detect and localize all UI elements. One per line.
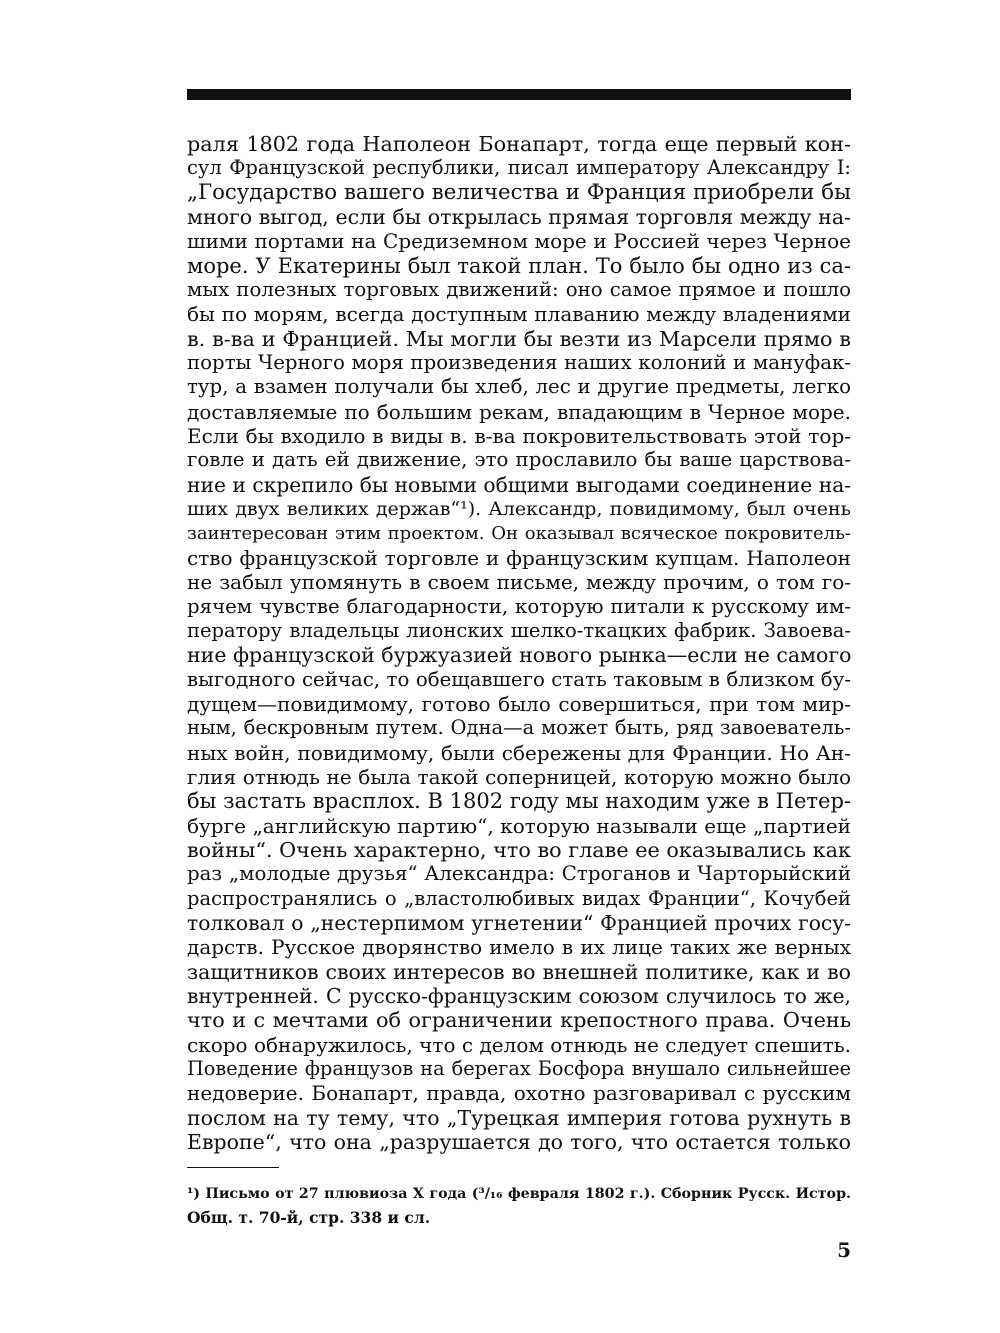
text-line: ние французской буржуазией нового рынка—если не самого	[187, 643, 851, 668]
text-line: ние и скрепило бы новыми общими выгодами соединение на-	[187, 472, 851, 497]
text-line: что и с мечтами об ограничении крепостного права. Очень	[187, 1008, 851, 1033]
text-line: раз „молодые друзья“ Александра: Строганов и Чарторыйский	[187, 862, 851, 886]
footnote-line: ¹) Письмо от 27 плювиоза X года (³/₁₆ февраля 1802 г.). Сборник Русск. Истор.	[187, 1186, 851, 1202]
text-line: дущем—повидимому, готово было совершиться, при том мир-	[187, 691, 851, 716]
text-line: глия отнюдь не была такой соперницей, которую можно было	[187, 764, 851, 789]
text-line: говле и дать ей движение, это прославило бы ваше царствова-	[187, 448, 851, 472]
text-line: бы застать врасплох. В 1802 году мы находим уже в Петер-	[187, 789, 851, 814]
text-line: Европе“, что она „разрушается до того, что остается только	[187, 1130, 851, 1155]
text-line: защитников своих интересов во внешней политике, как и во	[187, 959, 851, 984]
text-line: тур, а взамен получали бы хлеб, лес и другие предметы, легко	[187, 375, 851, 399]
text-line: порты Черного моря произведения наших колоний и мануфак-	[187, 351, 851, 375]
header-rule	[187, 89, 851, 100]
text-line: войны“. Очень характерно, что во главе ее оказывались как	[187, 837, 851, 862]
text-line: скоро обнаружилось, что с делом отнюдь не следует спешить.	[187, 1032, 851, 1057]
text-line: не забыл упомянуть в своем письме, между прочим, о том го-	[187, 570, 851, 595]
page-number: 5	[837, 1238, 851, 1262]
footnote	[187, 1183, 851, 1229]
footnote-rule	[187, 1167, 279, 1168]
text-line: мых полезных торговых движений: оно самое прямое и пошло	[187, 278, 851, 302]
footnote-line: Общ. т. 70-й, стр. 338 и сл.	[187, 1208, 431, 1227]
text-line: „Государство вашего величества и Франция приобрели бы	[187, 180, 851, 205]
text-line: толковал о „нестерпимом угнетении“ Францией прочих госу-	[187, 911, 851, 935]
text-line: бурге „английскую партию“, которую называли еще „партией	[187, 813, 851, 838]
text-line: ство французской торговле и французским купцам. Наполеон	[187, 545, 851, 570]
text-line: послом на ту тему, что „Турецкая империя готова рухнуть в	[187, 1105, 851, 1130]
text-line: заинтересован этим проектом. Он оказывал всяческое покровитель-	[187, 522, 851, 544]
text-line: дарств. Русское дворянство имело в их лице таких же верных	[187, 935, 851, 960]
text-line: Если бы входило в виды в. в-ва покровительствовать этой тор-	[187, 424, 851, 449]
text-line: Поведение французов на берегах Босфора внушало сильнейшее	[187, 1057, 851, 1081]
text-line: рячем чувстве благодарности, которую питали к русскому им-	[187, 594, 851, 618]
text-line: сул Французской республики, писал императору Александру I:	[187, 156, 851, 180]
body-text	[187, 132, 851, 1154]
text-line: в. в-ва и Францией. Мы могли бы везти из Марсели прямо в	[187, 326, 851, 351]
text-line: раля 1802 года Наполеон Бонапарт, тогда еще первый кон-	[187, 132, 851, 156]
text-line: море. У Екатерины был такой план. То было бы одно из са-	[187, 253, 851, 278]
text-line: ных войн, повидимому, были сбережены для Франции. Но Ан-	[187, 740, 851, 765]
text-line: шими портами на Средиземном море и Россией через Черное	[187, 229, 851, 254]
text-line: много выгод, если бы открылась прямая торговля между на-	[187, 205, 851, 230]
text-line: бы по морям, всегда доступным плаванию между владениями	[187, 302, 851, 327]
text-line: ператору владельцы лионских шелко-ткацких фабрик. Завоева-	[187, 618, 851, 642]
text-line: недоверие. Бонапарт, правда, охотно разговаривал с русским	[187, 1081, 851, 1106]
text-line: ным, бескровным путем. Одна—а может быть, ряд завоеватель-	[187, 716, 851, 740]
text-line: выгодного сейчас, то обещавшего стать таковым в близком бу-	[187, 667, 851, 691]
text-line: доставляемые по большим рекам, впадающим в Черное море.	[187, 399, 851, 424]
text-line: внутренней. С русско-французским союзом случилось то же,	[187, 984, 851, 1009]
text-line: распространялись о „властолюбивых видах Франции“, Кочубей	[187, 886, 851, 910]
text-line: ших двух великих держав“¹). Александр, повидимому, был очень	[187, 498, 851, 521]
